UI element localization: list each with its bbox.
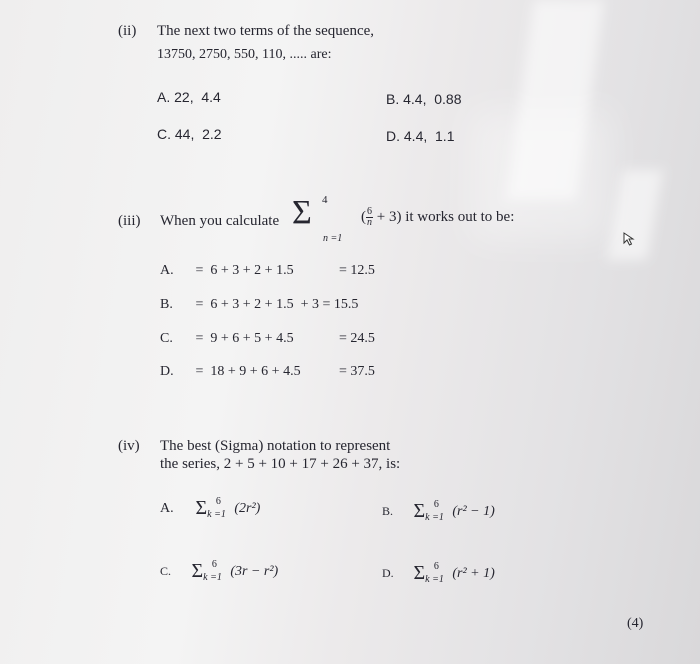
q3-option-b [160, 297, 358, 313]
term-rest: + 3) [376, 208, 402, 225]
q4-option-b [382, 500, 495, 523]
fraction-denominator: n [367, 217, 372, 228]
sigma-upper: 6 [433, 499, 439, 510]
fraction-numerator: 6 [367, 206, 372, 217]
q4-number: (iv) [118, 438, 140, 454]
option-expr: = 6 + 3 + 2 + 1.5 [195, 263, 294, 278]
option-expr: = 18 + 9 + 6 + 4.5 [195, 364, 301, 379]
q2-option-a [157, 88, 221, 106]
q4-option-c [160, 560, 278, 583]
option-letter: C. [157, 126, 171, 142]
q3-sigma-upper: 4 [322, 194, 328, 206]
sigma-symbol: Σ [292, 194, 312, 231]
option-letter: B. [160, 297, 173, 312]
option-letter: D. [386, 128, 400, 144]
q2-option-c [157, 125, 222, 143]
q3-option-c [160, 331, 375, 347]
option-text: 4.4, 0.88 [403, 91, 462, 107]
q3-option-d [160, 364, 375, 380]
sigma-lower: k =1 [425, 512, 444, 523]
option-letter: A. [160, 501, 174, 516]
q3-term [361, 207, 514, 228]
q3-suffix: it works out to be: [405, 208, 515, 225]
option-expr: (r² + 1) [452, 566, 495, 581]
sigma-upper: 6 [433, 561, 439, 572]
option-letter: C. [160, 564, 172, 578]
sigma-icon: Σ [195, 497, 208, 519]
q3-prompt: When you calculate [160, 213, 280, 229]
q4-prompt-line1: The best (Sigma) notation to represent [160, 438, 391, 454]
q2-prompt-line2: 13750, 2750, 550, 110, ..... are: [157, 47, 332, 62]
option-letter: B. [386, 91, 400, 107]
q2-prompt-line1: The next two terms of the sequence, [157, 23, 375, 39]
option-letter: A. [160, 263, 174, 278]
mouse-pointer-icon [621, 231, 637, 247]
q3-number: (iii) [118, 213, 141, 229]
option-text: 4.4, 1.1 [403, 128, 455, 144]
sigma-icon: Σ [191, 560, 204, 582]
option-letter: D. [382, 566, 394, 580]
option-result: = 37.5 [339, 364, 375, 379]
marks-label: (4) [627, 616, 644, 631]
sigma-lower: k =1 [207, 509, 226, 520]
option-letter: D. [160, 364, 174, 379]
sigma-upper: 6 [211, 559, 217, 570]
option-expr: (r² − 1) [452, 504, 495, 519]
q4-prompt-line2: the series, 2 + 5 + 10 + 17 + 26 + 37, is: [160, 456, 401, 472]
open-paren: ( [361, 208, 366, 225]
option-result: = 12.5 [339, 263, 375, 278]
sigma-icon: Σ [413, 500, 426, 522]
sigma-icon: Σ [413, 562, 426, 584]
q2-number: (ii) [118, 23, 137, 39]
option-letter: A. [157, 89, 171, 105]
sigma-lower: k =1 [425, 574, 444, 585]
q2-option-b [386, 90, 462, 108]
q3-option-a [160, 263, 375, 279]
sigma-lower: k =1 [203, 572, 222, 583]
option-text: 22, 4.4 [174, 89, 221, 105]
option-text: 44, 2.2 [174, 126, 222, 142]
option-result: = 24.5 [339, 331, 375, 346]
option-expr: = 6 + 3 + 2 + 1.5 + 3 = 15.5 [195, 297, 359, 312]
fraction-6-over-n [366, 207, 373, 228]
option-expr: = 9 + 6 + 5 + 4.5 [195, 331, 294, 346]
glare-left-bar [506, 0, 604, 200]
option-letter: C. [160, 331, 173, 346]
option-expr: (2r²) [234, 501, 261, 516]
sigma-upper: 6 [215, 496, 221, 507]
q4-option-a [160, 497, 260, 520]
option-expr: (3r − r²) [230, 564, 279, 579]
q2-option-d [386, 127, 454, 145]
option-letter: B. [382, 504, 394, 518]
q4-option-d [382, 562, 495, 585]
q3-sigma-lower: n =1 [323, 233, 343, 244]
